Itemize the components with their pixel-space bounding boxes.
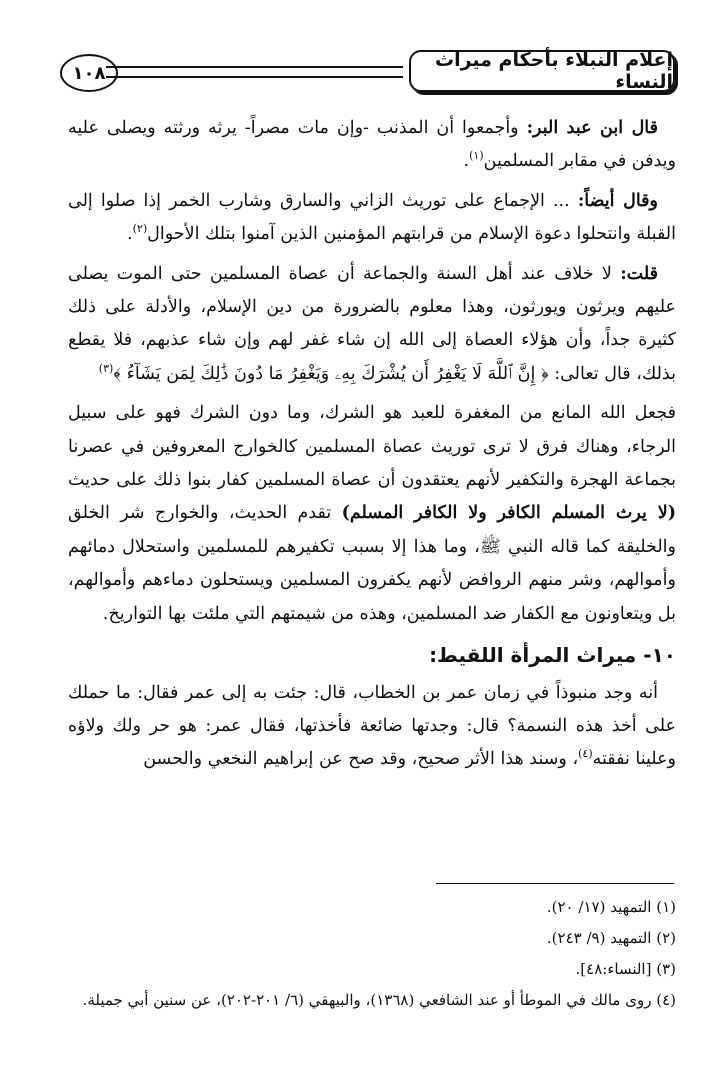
- paragraph-lead: وقال أيضاً:: [577, 190, 659, 211]
- book-title: إعلام النبلاء بأحكام ميراث النساء: [409, 50, 675, 92]
- paragraph-tail: .: [127, 224, 133, 245]
- running-header: [60, 50, 675, 96]
- paragraph-tail: .: [463, 151, 470, 172]
- paragraph-text-continued: تقدم الحديث، والخوارج شر الخلق والخليقة كما قاله النبي ﷺ، وما هذا إلا بسبب تكفيرهم للمسلمين واستحلال دمائهم وأموالهم، وشر منهم الروافض لأنهم يكفرون المسلمين ويستحلون دماءهم وأموالهم، بل ويتعاونون مع الكفار ضد المسلمين، وهذه من شيمتهم التي ملئت بها التواريخ.: [68, 503, 676, 624]
- paragraph-text: لا خلاف عند أهل السنة والجماعة أن عصاة المسلمين حتى الموت يصلى عليهم ويرثون ويورثون، وهذا معلوم بالضرورة من دين الإسلام، والأدلة على ذلك كثيرة جداً، وأن هؤلاء العصاة إلى الله إن شاء غفر لهم وإن شاء عذبهم، فلا يقطع بذلك، قال تعالى:: [68, 263, 676, 384]
- paragraph-text: وأجمعوا أن المذنب -وإن مات مصراً- يرثه ورثته ويصلى عليه ويدفن في مقابر المسلمين: [68, 118, 676, 172]
- main-text: [68, 112, 676, 783]
- paragraph-tail: ، وسند هذا الأثر صحيح، وقد صح عن إبراهيم النخعي والحسن: [143, 749, 579, 770]
- footnotes: [40, 892, 676, 1016]
- paragraph-text: ... الإجماع على توريث الزاني والسارق وشارب الخمر إذا صلوا إلى القبلة وانتحلوا دعوة الإسلام من قرابتهم المؤمنين الذين آمنوا بتلك الأحوال: [68, 190, 676, 245]
- footnote-1: (١) التمهيد (١٧/ ٢٠).: [546, 898, 676, 916]
- footnote-ref: (٣): [98, 362, 114, 376]
- paragraph-text: أنه وجد منبوذاً في زمان عمر بن الخطاب، قال: جئت به إلى عمر فقال: ما حملك على أخذ هذه النسمة؟ قال: وجدتها ضائعة فأخذتها، فقال عمر: هو حر ولك ولاؤه وعلينا نفقته: [68, 682, 676, 770]
- header-rule: [106, 66, 403, 78]
- paragraph-text: فجعل الله المانع من المغفرة للعبد هو الشرك، وما دون الشرك فهو على سبيل الرجاء، وهناك فرق لا ترى توريث عصاة المسلمين كالخوارج المعروفين في عصرنا بجماعة الهجرة والتكفير لأنهم يعتقدون أن عصاة المسلمين كفار بنوا ذلك على حديث: [68, 403, 676, 491]
- hadith-text: (لا يرث المسلم الكافر ولا الكافر المسلم): [341, 503, 676, 524]
- footnote-3: (٣) [النساء:٤٨].: [575, 960, 676, 978]
- footnote-ref: (١): [469, 149, 484, 163]
- page-number: ١٠٨: [60, 54, 118, 92]
- paragraph-qala-aydan: [68, 185, 676, 252]
- section-heading: ١٠- ميراث المرأة اللقيط:: [429, 643, 676, 668]
- paragraph-laqit: [68, 677, 676, 777]
- footnote-ref: (٤): [578, 747, 593, 761]
- paragraph-qult: [68, 258, 676, 392]
- paragraph-lead: قلت:: [620, 263, 658, 284]
- footnote-ref: (٢): [132, 222, 148, 236]
- quran-verse: ﴿ إِنَّ ٱللَّهَ لَا يَغْفِرُ أَن يُشْرَكَ بِهِۦ وَيَغْفِرُ مَا دُونَ ذَٰلِكَ لِمَن يَشَآءُ ﴾: [113, 363, 549, 384]
- footnote-separator: [436, 883, 674, 884]
- paragraph-lead: قال ابن عبد البر:: [526, 118, 658, 138]
- footnote-4: (٤) روى مالك في الموطأ أو عند الشافعي (١٣٦٨)، والبيهقي (٦/ ٢٠١-٢٠٢)، عن سنين أبي جميلة.: [82, 991, 676, 1009]
- footnote-2: (٢) التمهيد (٩/ ٢٤٣).: [546, 929, 676, 947]
- paragraph-ibn-abd-albarr: [68, 112, 676, 179]
- paragraph-khawarij: [68, 397, 676, 631]
